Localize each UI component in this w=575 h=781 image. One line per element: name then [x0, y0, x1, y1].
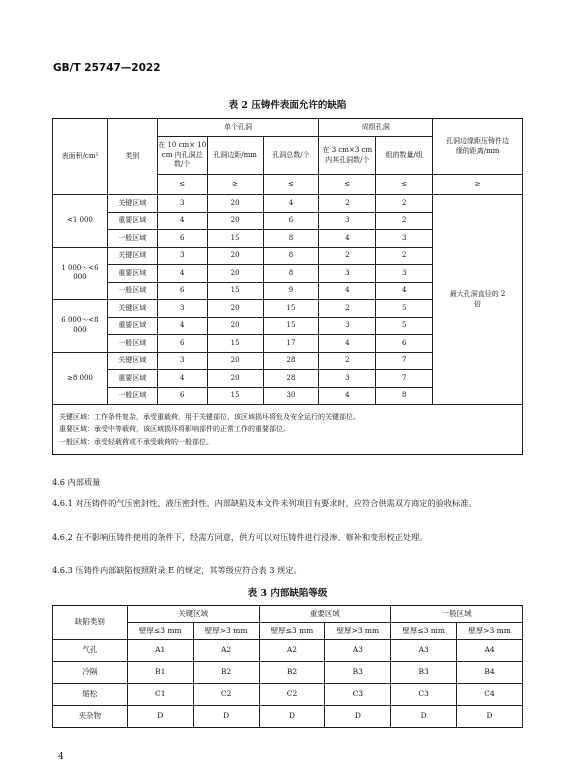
note-line: 重要区域：承受中等载荷，该区域损坏将影响部件的正常工作的重要部位。 — [59, 425, 290, 434]
defect-name: 夹杂物 — [53, 706, 128, 728]
value-cell: 30 — [263, 387, 319, 405]
header-wall-le: 壁厚≤3 mm — [391, 623, 457, 640]
grade-cell: B3 — [391, 662, 457, 684]
category-cell: 一般区域 — [107, 387, 157, 405]
grade-cell: D — [391, 706, 457, 728]
value-cell: 4 — [157, 265, 207, 283]
grade-cell: D — [193, 706, 259, 728]
header-zone-important: 重要区域 — [259, 606, 391, 623]
value-cell: 6 — [376, 335, 433, 353]
table2 — [52, 118, 523, 455]
grade-cell: C4 — [457, 684, 523, 706]
value-cell: 2 — [319, 300, 376, 318]
value-cell: 3 — [157, 247, 207, 265]
value-cell: 3 — [157, 300, 207, 318]
value-cell: 2 — [376, 212, 433, 230]
grade-cell: B2 — [193, 662, 259, 684]
grade-cell: C3 — [325, 684, 391, 706]
value-cell: 3 — [376, 265, 433, 283]
table3-caption: 表 3 内部缺陷等级 — [247, 588, 328, 599]
value-cell: 8 — [376, 387, 433, 405]
value-cell: 5 — [376, 317, 433, 335]
defect-name: 气孔 — [53, 640, 128, 662]
category-cell: 重要区域 — [107, 212, 157, 230]
header-area: 表面积/cm² — [53, 119, 108, 195]
defect-name: 冷隔 — [53, 662, 128, 684]
value-cell: 2 — [319, 247, 376, 265]
header-defect-type: 缺陷类别 — [53, 606, 128, 640]
header-wall-le: 壁厚≤3 mm — [127, 623, 193, 640]
grade-cell: A1 — [127, 640, 193, 662]
value-cell: 20 — [207, 247, 263, 265]
area-cell: 6 000～<8 000 — [53, 300, 108, 353]
grade-cell: D — [127, 706, 193, 728]
category-cell: 关键区域 — [107, 300, 157, 318]
value-cell: 4 — [263, 195, 319, 213]
value-cell: 6 — [157, 387, 207, 405]
value-cell: 20 — [207, 265, 263, 283]
header-zone-general: 一般区域 — [391, 606, 523, 623]
note-line: 一般区域：承受轻载荷或不承受载荷的一般部位。 — [59, 437, 213, 446]
page-number: 4 — [58, 752, 64, 762]
header-edge: 孔洞边缘距压铸件边缘的距离/mm — [433, 119, 523, 175]
header-wall-gt: 壁厚>3 mm — [325, 623, 391, 640]
value-cell: 20 — [207, 352, 263, 370]
value-cell: 15 — [207, 282, 263, 300]
grade-cell: B3 — [325, 662, 391, 684]
header-c4: 在 3 cm×3 cm 内其孔洞数/个 — [319, 137, 376, 175]
value-cell: 15 — [263, 317, 319, 335]
header-sym: ≤ — [157, 175, 207, 195]
header-sym: ≥ — [207, 175, 263, 195]
grade-cell: A4 — [457, 640, 523, 662]
value-cell: 7 — [376, 370, 433, 388]
value-cell: 3 — [319, 265, 376, 283]
header-sym: ≤ — [263, 175, 319, 195]
header-category: 类别 — [107, 119, 157, 195]
category-cell: 重要区域 — [107, 317, 157, 335]
value-cell: 15 — [263, 300, 319, 318]
value-cell: 8 — [263, 230, 319, 248]
header-group: 成组孔洞 — [319, 119, 433, 137]
header-c2: 孔洞边距/mm — [207, 137, 263, 175]
value-cell: 20 — [207, 370, 263, 388]
category-cell: 关键区域 — [107, 195, 157, 213]
defect-name: 缩松 — [53, 684, 128, 706]
value-cell: 20 — [207, 212, 263, 230]
area-cell: ≥8 000 — [53, 352, 108, 405]
value-cell: 4 — [319, 282, 376, 300]
grade-cell: C2 — [193, 684, 259, 706]
value-cell: 3 — [319, 370, 376, 388]
value-cell: 3 — [376, 230, 433, 248]
edge-value-cell: 最大孔洞直径的 2 倍 — [433, 195, 523, 405]
grade-cell: D — [325, 706, 391, 728]
value-cell: 2 — [376, 195, 433, 213]
value-cell: 3 — [157, 352, 207, 370]
standard-number: GB/T 25747—2022 — [53, 62, 161, 74]
grade-cell: A3 — [391, 640, 457, 662]
value-cell: 28 — [263, 352, 319, 370]
value-cell: 4 — [376, 282, 433, 300]
value-cell: 5 — [376, 300, 433, 318]
value-cell: 15 — [207, 230, 263, 248]
value-cell: 7 — [376, 352, 433, 370]
header-sym: ≤ — [319, 175, 376, 195]
value-cell: 4 — [157, 212, 207, 230]
value-cell: 6 — [157, 335, 207, 353]
table2-caption: 表 2 压铸件表面允许的缺陷 — [228, 100, 347, 111]
category-cell: 一般区域 — [107, 230, 157, 248]
header-sym: ≤ — [376, 175, 433, 195]
area-cell: 1 000～<6 000 — [53, 247, 108, 300]
grade-cell: C3 — [391, 684, 457, 706]
value-cell: 3 — [319, 317, 376, 335]
category-cell: 重要区域 — [107, 370, 157, 388]
section-heading: 4.6 内部质量 — [52, 477, 101, 487]
header-sym: ≥ — [433, 175, 523, 195]
grade-cell: C2 — [259, 684, 325, 706]
value-cell: 2 — [319, 195, 376, 213]
value-cell: 15 — [207, 335, 263, 353]
grade-cell: B2 — [259, 662, 325, 684]
table3 — [52, 605, 523, 728]
value-cell: 3 — [157, 195, 207, 213]
value-cell: 3 — [319, 212, 376, 230]
grade-cell: C1 — [127, 684, 193, 706]
value-cell: 4 — [319, 335, 376, 353]
paragraph-4-6-3: 4.6.3 压铸件内部缺陷按照附录 E 的规定，其等级应符合表 3 规定。 — [52, 565, 302, 575]
value-cell: 15 — [207, 387, 263, 405]
category-cell: 关键区域 — [107, 352, 157, 370]
paragraph-4-6-2: 4.6.2 在不影响压铸件使用的条件下，经需方同意，供方可以对压铸件进行浸渗、修补和变形校正处理。 — [52, 532, 428, 542]
category-cell: 一般区域 — [107, 335, 157, 353]
value-cell: 4 — [157, 370, 207, 388]
grade-cell: A3 — [325, 640, 391, 662]
value-cell: 8 — [263, 247, 319, 265]
value-cell: 4 — [157, 317, 207, 335]
value-cell: 6 — [263, 212, 319, 230]
header-wall-gt: 壁厚>3 mm — [193, 623, 259, 640]
value-cell: 4 — [319, 230, 376, 248]
grade-cell: A2 — [259, 640, 325, 662]
grade-cell: B4 — [457, 662, 523, 684]
grade-cell: D — [259, 706, 325, 728]
header-zone-critical: 关键区域 — [127, 606, 259, 623]
value-cell: 28 — [263, 370, 319, 388]
category-cell: 一般区域 — [107, 282, 157, 300]
value-cell: 9 — [263, 282, 319, 300]
value-cell: 8 — [263, 265, 319, 283]
grade-cell: A2 — [193, 640, 259, 662]
grade-cell: B1 — [127, 662, 193, 684]
header-c3: 孔洞总数/个 — [263, 137, 319, 175]
value-cell: 20 — [207, 195, 263, 213]
header-wall-gt: 壁厚>3 mm — [457, 623, 523, 640]
value-cell: 20 — [207, 317, 263, 335]
header-c5: 组的数量/组 — [376, 137, 433, 175]
paragraph-4-6-1: 4.6.1 对压铸件的气压密封性、液压密封性、内部缺陷及本文件未列项目有要求时，应符合供需双方商定的验收标准。 — [52, 498, 477, 508]
note-line: 关键区域：工作条件复杂，承受重载荷，用于关键部位，该区域损坏将危及安全运行的关键部位。 — [59, 413, 360, 422]
category-cell: 重要区域 — [107, 265, 157, 283]
grade-cell: D — [457, 706, 523, 728]
category-cell: 关键区域 — [107, 247, 157, 265]
value-cell: 17 — [263, 335, 319, 353]
value-cell: 2 — [319, 352, 376, 370]
header-c1: 在 10 cm× 10 cm 内孔洞总数/个 — [157, 137, 207, 175]
value-cell: 6 — [157, 230, 207, 248]
value-cell: 2 — [376, 247, 433, 265]
value-cell: 20 — [207, 300, 263, 318]
area-cell: <1 000 — [53, 195, 108, 248]
value-cell: 4 — [319, 387, 376, 405]
header-wall-le: 壁厚≤3 mm — [259, 623, 325, 640]
table2-notes — [53, 405, 523, 455]
value-cell: 6 — [157, 282, 207, 300]
header-single: 单个孔洞 — [157, 119, 319, 137]
